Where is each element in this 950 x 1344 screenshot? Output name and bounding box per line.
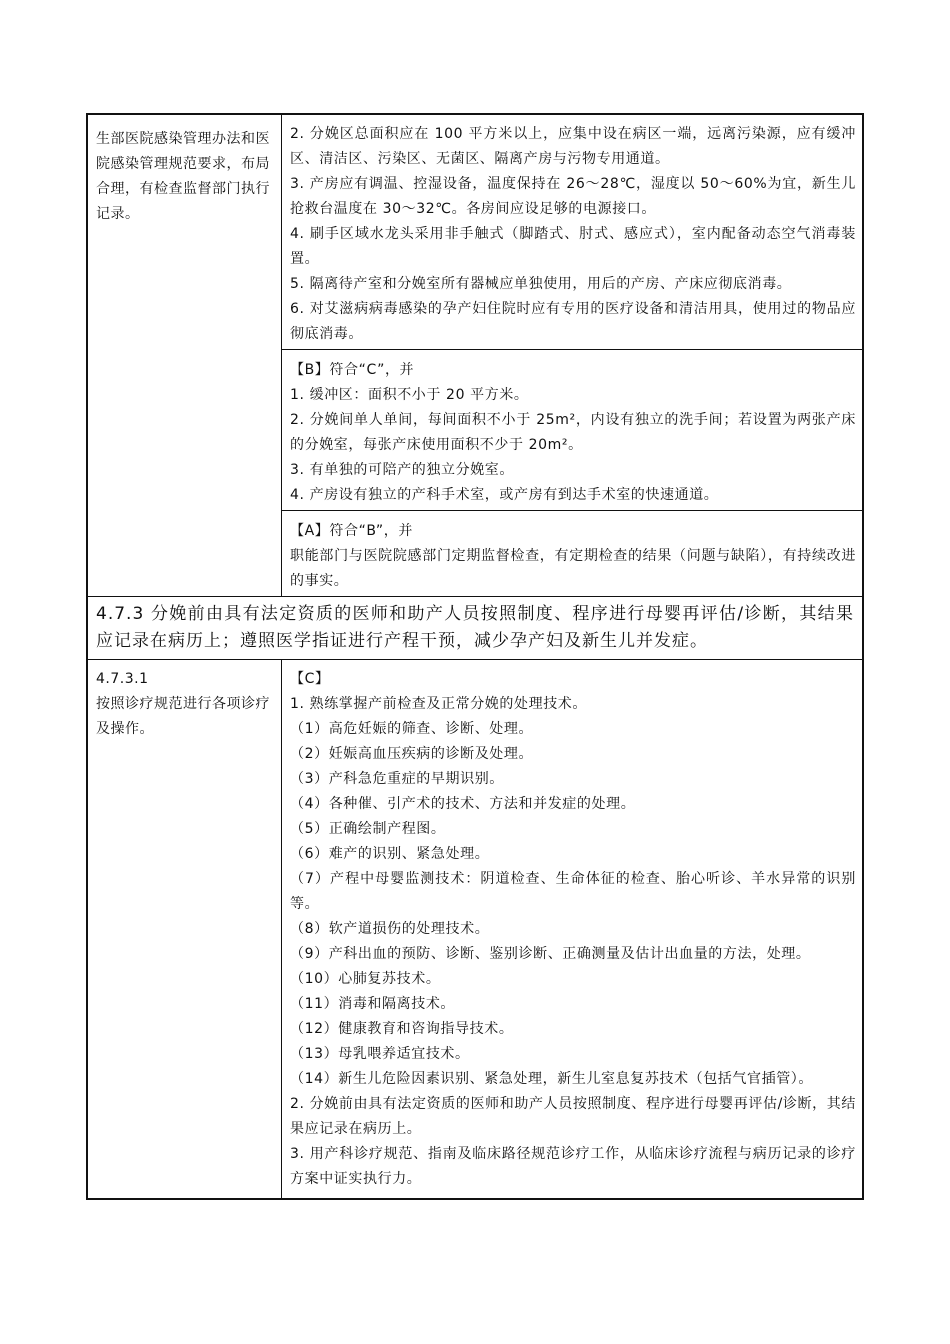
grade-b-header: 【B】符合“C”，并 [290, 362, 415, 378]
list-item: （8）软产道损伤的处理技术。 [290, 921, 490, 937]
list-item: （9）产科出血的预防、诊断、鉴别诊断、正确测量及估计出血量的方法，处理。 [290, 946, 811, 962]
list-item: （11）消毒和隔离技术。 [290, 996, 456, 1012]
list-item: （1）高危妊娠的筛查、诊断、处理。 [290, 721, 534, 737]
list-item: 2. 分娩间单人单间，每间面积不小于 25m²，内设有独立的洗手间；若设置为两张产床的分娩室，每张产床使用面积不少于 20m²。 [290, 412, 856, 453]
grade-b-cell [282, 349, 862, 510]
criteria-text: 生部医院感染管理办法和医院感染管理规范要求，布局合理，有检查监督部门执行记录。 [96, 131, 270, 222]
list-item: 2. 分娩区总面积应在 100 平方米以上，应集中设在病区一端，远离污染源，应有缓冲区、清洁区、污染区、无菌区、隔离产房与污物专用通道。 [290, 126, 856, 167]
list-item: （12）健康教育和咨询指导技术。 [290, 1021, 514, 1037]
table-row [88, 659, 862, 1198]
table-row [88, 596, 862, 659]
list-item: 2. 分娩前由具有法定资质的医师和助产人员按照制度、程序进行母婴再评估/诊断，其结果应记录在病历上。 [290, 1096, 856, 1137]
grade-a-cell [282, 510, 862, 596]
standards-table [86, 113, 864, 1200]
section-heading: 4.7.3 分娩前由具有法定资质的医师和助产人员按照制度、程序进行母婴再评估/诊断，其结果应记录在病历上；遵照医学指证进行产程干预，减少孕产妇及新生儿并发症。 [96, 604, 854, 651]
list-item: （5）正确绘制产程图。 [290, 821, 446, 837]
grade-column [282, 660, 862, 1198]
grade-a-header: 【A】符合“B”，并 [290, 523, 413, 539]
list-item: 5. 隔离待产室和分娩室所有器械应单独使用，用后的产房、产床应彻底消毒。 [290, 276, 792, 292]
list-item: （10）心肺复苏技术。 [290, 971, 441, 987]
list-item: 6. 对艾滋病病毒感染的孕产妇住院时应有专用的医疗设备和清洁用具，使用过的物品应彻底消毒。 [290, 301, 856, 342]
list-item: 3. 有单独的可陪产的独立分娩室。 [290, 462, 515, 478]
list-item: （14）新生儿危险因素识别、紧急处理，新生儿室息复苏技术（包括气官插管）。 [290, 1071, 814, 1087]
list-item: （3）产科急危重症的早期识别。 [290, 771, 504, 787]
list-item: （7）产程中母婴监测技术：阴道检查、生命体征的检查、胎心听诊、羊水异常的识别等。 [290, 871, 856, 912]
list-item: 3. 用产科诊疗规范、指南及临床路径规范诊疗工作，从临床诊疗流程与病历记录的诊疗方案中证实执行力。 [290, 1146, 856, 1187]
list-item: 1. 缓冲区：面积不小于 20 平方米。 [290, 387, 529, 403]
grade-c-cell [282, 660, 862, 1198]
table-row [88, 115, 862, 596]
criteria-code: 4.7.3.1 [96, 671, 149, 687]
list-item: 1. 熟练掌握产前检查及正常分娩的处理技术。 [290, 696, 588, 712]
grade-c-header: 【C】 [290, 671, 330, 687]
criteria-text: 按照诊疗规范进行各项诊疗及操作。 [96, 696, 270, 737]
list-item: （4）各种催、引产术的技术、方法和并发症的处理。 [290, 796, 636, 812]
list-item: 3. 产房应有调温、控湿设备，温度保持在 26～28℃，湿度以 50～60%为宜，新生儿抢救台温度在 30～32℃。各房间应设足够的电源接口。 [290, 176, 856, 217]
grade-column [282, 115, 862, 596]
list-item: （13）母乳喂养适宜技术。 [290, 1046, 470, 1062]
grade-c-cell [282, 115, 862, 349]
criteria-cell [88, 115, 282, 596]
list-item: （2）妊娠高血压疾病的诊断及处理。 [290, 746, 534, 762]
criteria-cell [88, 660, 282, 1198]
list-item: （6）难产的识别、紧急处理。 [290, 846, 490, 862]
grade-a-text: 职能部门与医院院感部门定期监督检查，有定期检查的结果（问题与缺陷），有持续改进的事实。 [290, 548, 856, 589]
list-item: 4. 刷手区域水龙头采用非手触式（脚踏式、肘式、感应式），室内配备动态空气消毒装置。 [290, 226, 856, 267]
list-item: 4. 产房设有独立的产科手术室，或产房有到达手术室的快速通道。 [290, 487, 719, 503]
